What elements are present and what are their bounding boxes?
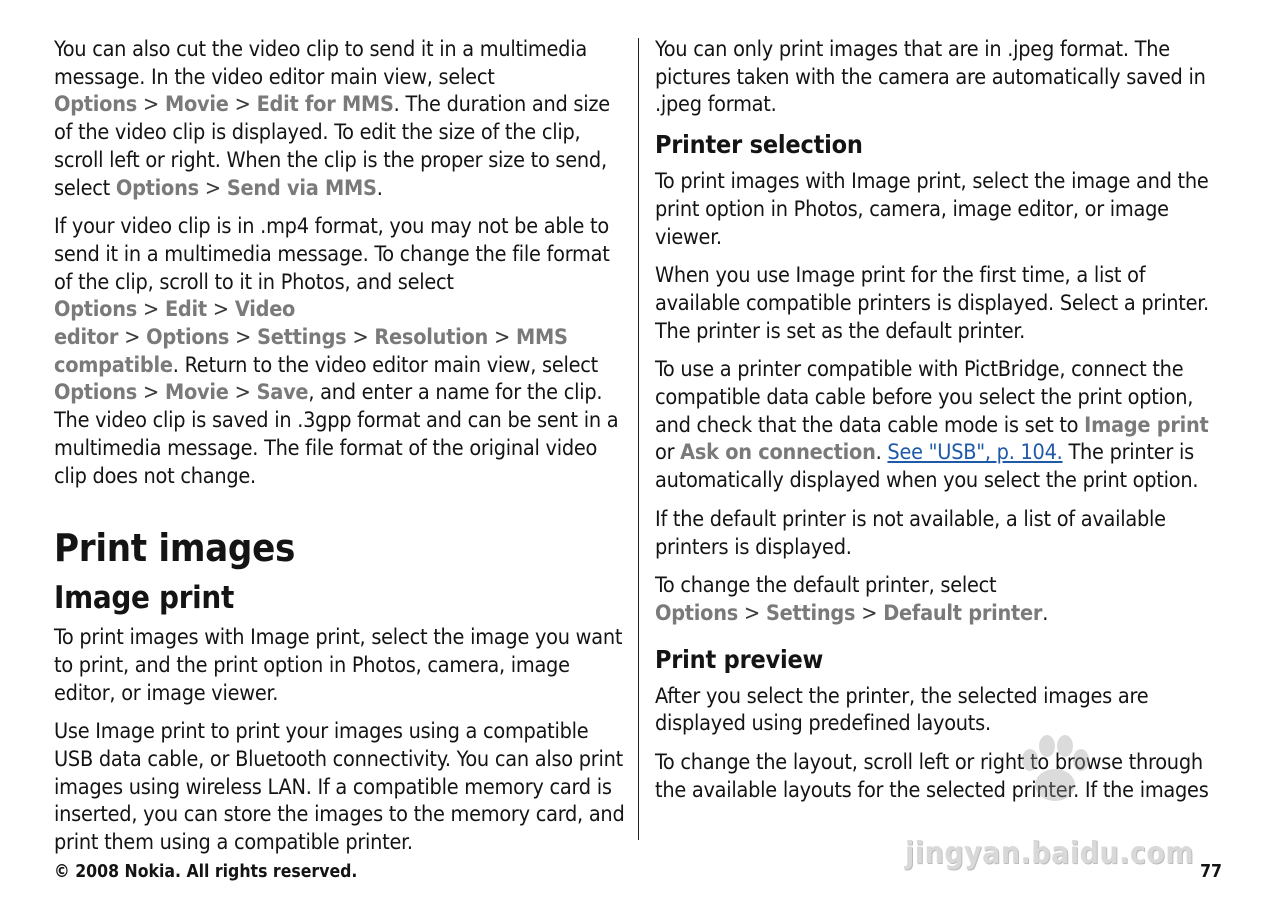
ui-options: Options — [146, 325, 230, 351]
ui-image-print: Image print — [1084, 412, 1209, 438]
subsection-title-image-print: Image print — [54, 580, 235, 617]
left-column — [54, 36, 626, 868]
path-separator: > — [124, 325, 141, 351]
path-separator: > — [861, 600, 878, 626]
paragraph-change-default: To change the default printer, select Options > Settings > Default printer. — [655, 573, 1049, 626]
path-separator: > — [212, 297, 229, 323]
ui-options: Options — [54, 380, 137, 406]
ui-options: Options — [54, 92, 137, 118]
ui-resolution: Resolution — [374, 325, 489, 351]
section-title-print-images: Print images — [54, 526, 296, 571]
paragraph-change-layout: To change the layout, scroll left or right to browse through the available layouts for the selected printer. If the images — [655, 750, 1209, 803]
ui-video-editor: Video editor — [54, 297, 296, 351]
path-separator: > — [234, 92, 251, 118]
paragraph-mp4-format: If your video clip is in .mp4 format, you may not be able to send it in a multimedia message. To change the file format of the clip, scroll to it in Photos, and select Options > Edit > Video editor > Options > Settings > Resolution > MMS compatible. Return to the video editor main view, select Options > Movie > Save, and enter a name for the clip. The video clip is saved in .3gpp format and can be sent in a multimedia message. The file format of the original video clip does not change. — [54, 214, 619, 489]
ui-options: Options — [115, 175, 199, 201]
paragraph-printer-selection-intro: To print images with Image print, select the image and the print option in Photos, camera, image editor, or image viewer. — [655, 169, 1209, 250]
path-separator: > — [143, 92, 159, 118]
column-divider — [638, 38, 639, 840]
ui-default-printer: Default printer — [883, 600, 1043, 626]
usb-page-link[interactable]: See "USB", p. 104. — [887, 440, 1063, 466]
paragraph-first-time: When you use Image print for the first time, a list of available compatible printers is displayed. Select a printer. The printer is set as the default printer. — [655, 263, 1209, 344]
ui-send-via-mms: Send via MMS — [226, 175, 377, 201]
ui-mms-compatible: MMS compatible — [54, 325, 568, 378]
path-separator: > — [744, 600, 760, 626]
heading-printer-selection: Printer selection — [655, 130, 863, 160]
ui-edit: Edit — [164, 297, 207, 323]
paragraph-print-preview-intro: After you select the printer, the selected images are displayed using predefined layouts. — [655, 683, 1149, 737]
ui-movie: Movie — [164, 380, 229, 406]
baidu-paw-watermark-icon — [1010, 730, 1100, 810]
path-separator: > — [234, 380, 251, 406]
ui-ask-on-connection: Ask on connection — [680, 440, 876, 466]
footer-copyright: © 2008 Nokia. All rights reserved. — [54, 862, 358, 882]
paragraph-default-unavailable: If the default printer is not available, a list of available printers is displayed. — [655, 506, 1166, 560]
path-separator: > — [494, 325, 511, 351]
paragraph-image-print-connectivity: Use Image print to print your images using a compatible USB data cable, or Bluetooth connectivity. You can also print images using wireless LAN. If a compatible memory card is inserted, you can store the images to the memory card, and print them using a compatible printer. — [54, 719, 625, 856]
right-column — [655, 36, 1227, 815]
path-separator: > — [143, 297, 159, 323]
path-separator: > — [235, 325, 252, 351]
path-separator: > — [143, 380, 159, 406]
paragraph-jpeg-format: You can only print images that are in .jpeg format. The pictures taken with the camera are automatically saved in .jpeg format. — [655, 37, 1206, 118]
watermark-text: jingyan.baidu.com — [905, 836, 1195, 871]
ui-movie: Movie — [164, 92, 229, 118]
path-separator: > — [352, 325, 369, 351]
page-number: 77 — [1200, 862, 1222, 882]
ui-settings: Settings — [257, 325, 347, 351]
ui-options: Options — [655, 600, 738, 626]
paragraph-image-print-intro: To print images with Image print, select the image you want to print, and the print option in Photos, camera, image editor, or image viewer. — [54, 625, 623, 706]
ui-save: Save — [256, 380, 309, 406]
heading-print-preview: Print preview — [655, 644, 824, 674]
ui-edit-for-mms: Edit for MMS — [256, 92, 394, 118]
ui-settings: Settings — [765, 600, 856, 626]
paragraph-pictbridge: To use a printer compatible with PictBridge, connect the compatible data cable before you select the print option, and check that the data cable mode is set to Image print or Ask on connection. See "USB", p. 104. The printer is automatically displayed when you select the print option. — [655, 357, 1209, 494]
paragraph-cut-video: You can also cut the video clip to send it in a multimedia message. In the video editor main view, select Options > Movie > Edit for MMS. The duration and size of the video clip is displayed. To edit the size of the clip, scroll left or right. When the clip is the proper size to send, select Options > Send via MMS. — [54, 37, 610, 201]
path-separator: > — [204, 175, 221, 201]
ui-options: Options — [54, 297, 137, 323]
